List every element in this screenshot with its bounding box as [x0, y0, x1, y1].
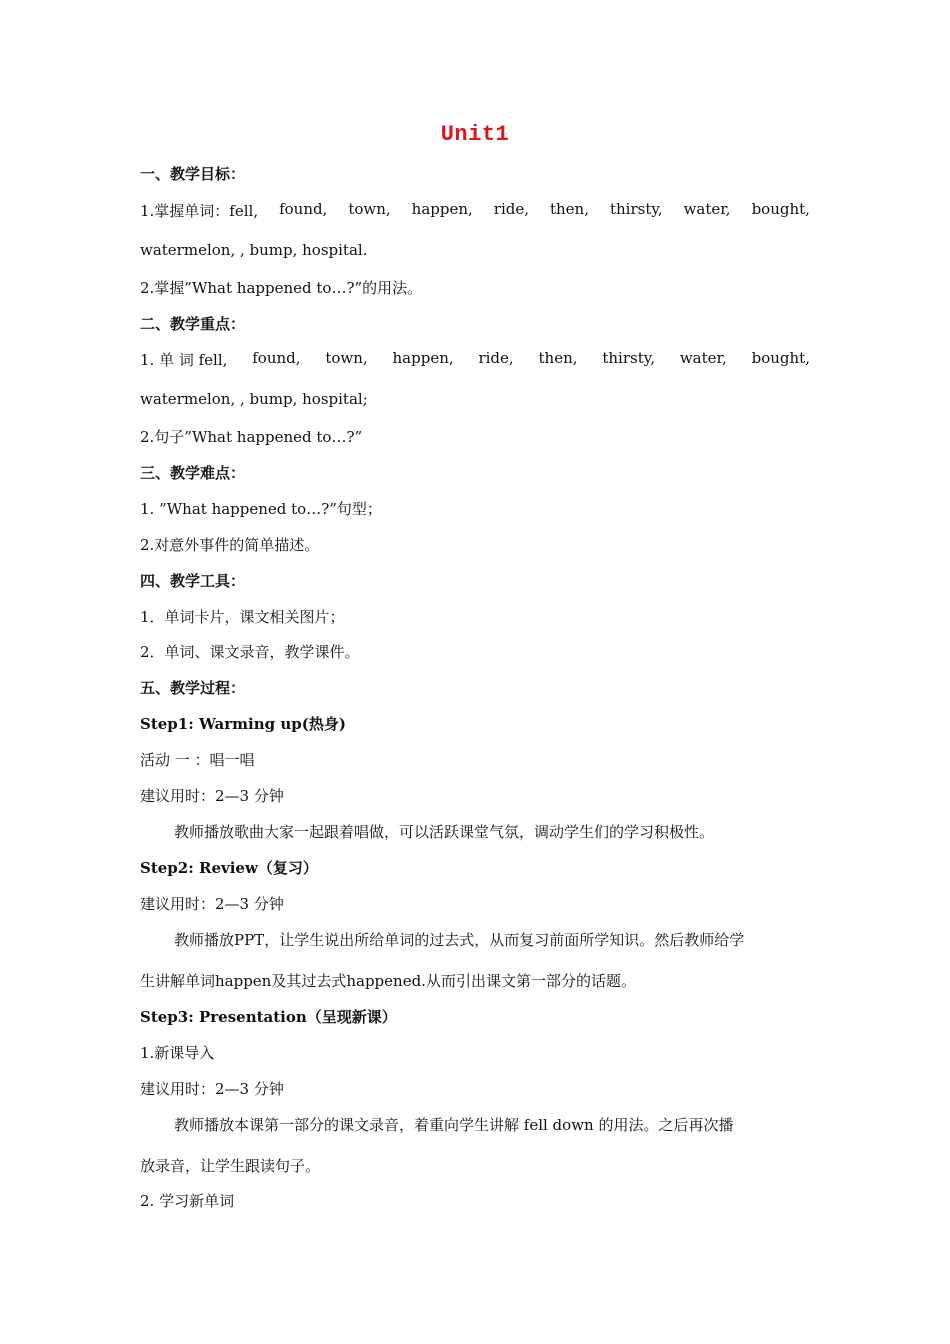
section-heading-key-points: 二、教学重点： — [140, 315, 246, 333]
objectives-line-1 — [140, 200, 810, 221]
objectives-line-3: 2.掌握”What happened to…?”的用法。 — [140, 279, 423, 297]
step3-time: 建议用时：2—3 分钟 — [140, 1080, 284, 1098]
key-points-line-1 — [140, 349, 810, 370]
step3-heading: Step3: Presentation（呈现新课） — [140, 1008, 397, 1026]
word: town, — [348, 200, 391, 218]
word: thirsty, — [609, 200, 663, 218]
step1-activity: 活动 一 ：唱一唱 — [140, 751, 255, 769]
step3-description-2: 放录音，让学生跟读句子。 — [140, 1157, 321, 1175]
word: ride, — [493, 200, 529, 218]
word: happen, — [392, 349, 454, 367]
step1-time: 建议用时：2—3 分钟 — [140, 787, 284, 805]
objectives-line-2: watermelon, , bump, hospital. — [140, 241, 368, 259]
tools-line-1: 1．单词卡片，课文相关图片； — [140, 608, 345, 626]
word: town, — [325, 349, 368, 367]
word: bought, — [751, 349, 810, 367]
word: happen, — [411, 200, 473, 218]
page-title: Unit1 — [440, 122, 510, 147]
word: then, — [549, 200, 589, 218]
word: water, — [679, 349, 727, 367]
key-points-line-3: 2.句子”What happened to…?” — [140, 428, 363, 446]
section-heading-process: 五、教学过程： — [140, 679, 246, 697]
step3-subheading-2: 2. 学习新单词 — [140, 1192, 235, 1210]
step3-subheading-1: 1.新课导入 — [140, 1044, 215, 1062]
step1-heading: Step1: Warming up(热身) — [140, 715, 346, 733]
word: 1.掌握单词：fell, — [140, 202, 259, 220]
step2-description-2: 生讲解单词happen及其过去式happened.从而引出课文第一部分的话题。 — [140, 972, 636, 990]
step1-description: 教师播放歌曲大家一起跟着唱做，可以活跃课堂气氛，调动学生们的学习积极性。 — [174, 823, 715, 841]
step3-description-1: 教师播放本课第一部分的课文录音，着重向学生讲解 fell down 的用法。之后再次播 — [174, 1116, 734, 1134]
difficulties-line-2: 2.对意外事件的简单描述。 — [140, 536, 320, 554]
word: then, — [538, 349, 578, 367]
section-heading-difficulties: 三、教学难点： — [140, 464, 246, 482]
step2-heading: Step2: Review（复习） — [140, 859, 318, 877]
step2-description-1: 教师播放PPT，让学生说出所给单词的过去式，从而复习前面所学知识。然后教师给学 — [174, 931, 745, 949]
word: water, — [683, 200, 731, 218]
step2-time: 建议用时：2—3 分钟 — [140, 895, 284, 913]
word: ride, — [478, 349, 514, 367]
word: 1. 单 词 fell, — [140, 351, 228, 369]
word: bought, — [751, 200, 810, 218]
tools-line-2: 2．单词、课文录音，教学课件。 — [140, 643, 360, 661]
section-heading-objectives: 一、教学目标： — [140, 165, 246, 183]
section-heading-tools: 四、教学工具： — [140, 572, 246, 590]
word: found, — [279, 200, 328, 218]
key-points-line-2: watermelon, , bump, hospital; — [140, 390, 368, 408]
word: thirsty, — [602, 349, 655, 367]
difficulties-line-1: 1. ”What happened to…?”句型； — [140, 500, 382, 518]
word: found, — [252, 349, 301, 367]
